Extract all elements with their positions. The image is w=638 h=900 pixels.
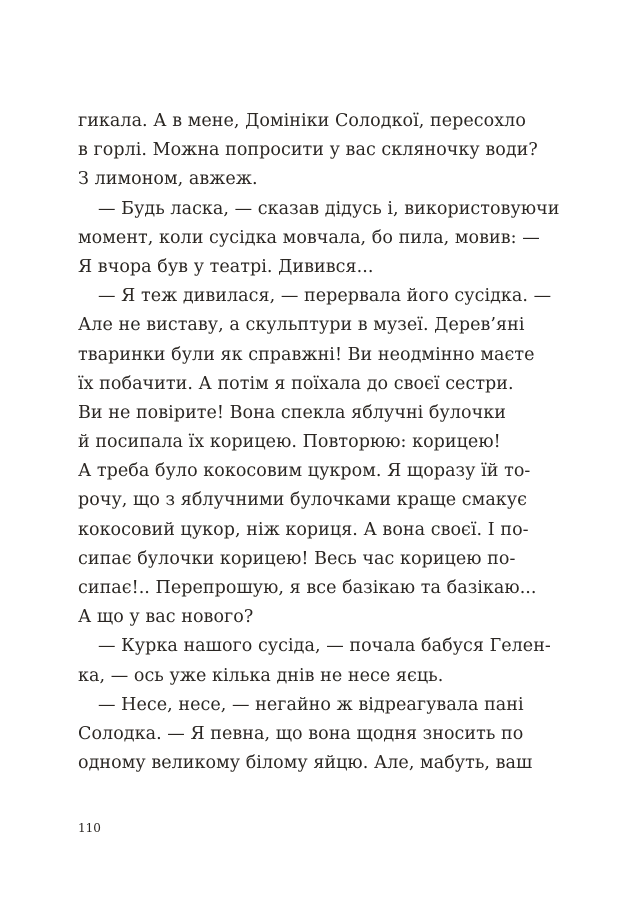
text-line: сипає булочки корицею! Весь час корицею по-: [78, 548, 516, 569]
page-number: 110: [78, 821, 101, 835]
text-line: їх побачити. А потім я поїхала до своєї сестри.: [78, 373, 514, 394]
text-line: тваринки були як справжні! Ви неодмінно маєте: [78, 344, 535, 365]
text-line: кокосовий цукор, ніж кориця. А вона своєї. І по-: [78, 519, 529, 540]
text-line: — Курка нашого сусіда, — почала бабуся Гелен-: [98, 636, 551, 657]
text-line: одному великому білому яйцю. Але, мабуть, ваш: [78, 753, 533, 774]
text-line: й посипала їх корицею. Повторюю: корицею!: [78, 432, 501, 453]
text-line: момент, коли сусідка мовчала, бо пила, мовив: —: [78, 227, 540, 248]
text-line: Але не виставу, а скульптури в музеї. Дерев’яні: [78, 315, 525, 336]
text-line: А що у вас нового?: [78, 607, 254, 628]
text-line: ка, — ось уже кілька днів не несе яєць.: [78, 665, 444, 686]
text-line: — Несе, несе, — негайно ж відреагувала пані: [98, 694, 524, 715]
text-line: гикала. А в мене, Домініки Солодкої, пересохло: [78, 111, 526, 131]
text-line: З лимоном, авжеж.: [78, 169, 258, 190]
text-line: — Будь ласка, — сказав дідусь і, використовуючи: [98, 198, 560, 219]
text-line: Ви не повірите! Вона спекла яблучні булочки: [78, 402, 506, 423]
text-line: в горлі. Можна попросити у вас скляночку води?: [78, 140, 538, 161]
text-line: — Я теж дивилася, — перервала його сусідка. —: [98, 286, 552, 307]
text-line: А треба було кокосовим цукром. Я щоразу їй то-: [78, 461, 531, 482]
page-body-text: [78, 107, 588, 778]
text-line: Солодка. — Я певна, що вона щодня зносить по: [78, 723, 524, 744]
text-line: Я вчора був у театрі. Дивився...: [78, 256, 374, 277]
text-line: рочу, що з яблучними булочками краще смакує: [78, 490, 527, 511]
text-line: сипає!.. Перепрошую, я все базікаю та базікаю...: [78, 578, 537, 598]
